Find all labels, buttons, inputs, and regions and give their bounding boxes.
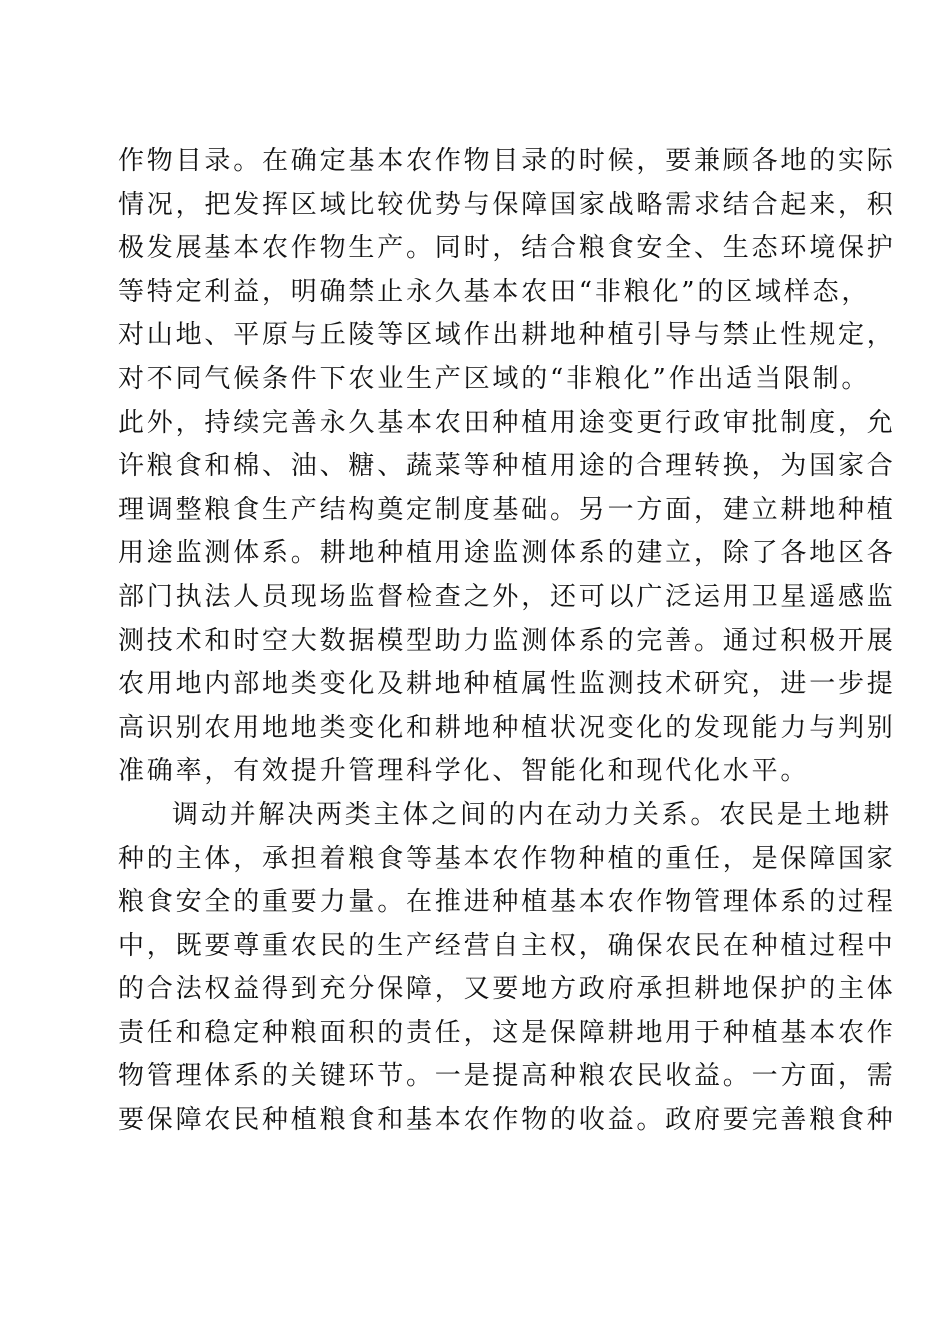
text-line: 准确率，有效提升管理科学化、智能化和现代化水平。 (118, 756, 810, 787)
text-line: 理调整粮食生产结构奠定制度基础。另一方面，建立耕地种植 (118, 494, 896, 525)
text-line: 极发展基本农作物生产。同时，结合粮食安全、生态环境保护 (118, 233, 896, 264)
text-line: 测技术和时空大数据模型助力监测体系的完善。通过积极开展 (118, 625, 896, 656)
text-line: 高识别农用地地类变化和耕地种植状况变化的发现能力与判别 (118, 712, 896, 743)
paragraph-2 (118, 794, 896, 1143)
paragraph-1 (118, 140, 896, 794)
text-line: 等特定利益，明确禁止永久基本农田“非粮化”的区域样态， (118, 276, 871, 307)
text-line: 种的主体，承担着粮食等基本农作物种植的重任，是保障国家 (118, 843, 896, 874)
text-line: 农用地内部地类变化及耕地种植属性监测技术研究，进一步提 (118, 669, 896, 700)
text-line: 的合法权益得到充分保障，又要地方政府承担耕地保护的主体 (118, 974, 896, 1005)
text-line: 情况，把发挥区域比较优势与保障国家战略需求结合起来，积 (118, 189, 896, 220)
text-line: 用途监测体系。耕地种植用途监测体系的建立，除了各地区各 (118, 538, 896, 569)
body-text (118, 140, 896, 1143)
text-line: 物管理体系的关键环节。一是提高种粮农民收益。一方面，需 (118, 1061, 896, 1092)
text-line: 要保障农民种植粮食和基本农作物的收益。政府要完善粮食种 (118, 1105, 896, 1136)
text-line: 对山地、平原与丘陵等区域作出耕地种植引导与禁止性规定， (118, 320, 896, 351)
text-line: 作物目录。在确定基本农作物目录的时候，要兼顾各地的实际 (118, 146, 896, 176)
text-line-indented: 调动并解决两类主体之间的内在动力关系。农民是土地耕 (172, 799, 893, 830)
text-line: 责任和稳定种粮面积的责任，这是保障耕地用于种植基本农作 (118, 1017, 896, 1048)
text-line: 部门执法人员现场监督检查之外，还可以广泛运用卫星遥感监 (118, 581, 896, 612)
text-line: 粮食安全的重要力量。在推进种植基本农作物管理体系的过程 (118, 887, 896, 918)
text-line: 对不同气候条件下农业生产区域的“非粮化”作出适当限制。 (118, 363, 871, 394)
text-line: 许粮食和棉、油、糖、蔬菜等种植用途的合理转换，为国家合 (118, 451, 896, 482)
text-line: 此外，持续完善永久基本农田种植用途变更行政审批制度，允 (118, 407, 896, 438)
text-line: 中，既要尊重农民的生产经营自主权，确保农民在种植过程中 (118, 930, 896, 961)
